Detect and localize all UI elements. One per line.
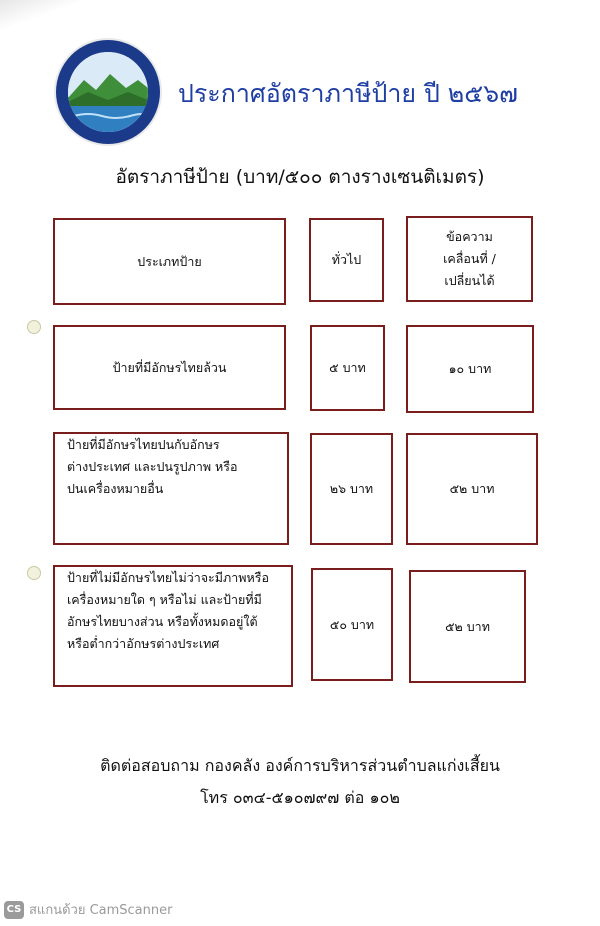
row-3-sign-type-line: ป้ายที่ไม่มีอักษรไทยไม่ว่าจะมีภาพหรือ xyxy=(67,570,269,585)
row-1-movable-rate-value: ๑๐ บาท xyxy=(448,361,492,377)
punch-hole xyxy=(27,320,41,334)
contact-phone: โทร ๐๓๔-๕๑๐๗๙๗ ต่อ ๑๐๒ xyxy=(200,788,400,807)
row-3-sign-type-line: เครื่องหมายใด ๆ หรือไม่ และป้ายที่มี xyxy=(67,591,262,607)
row-3-movable-rate xyxy=(409,570,526,683)
row-3-general-rate xyxy=(311,568,393,681)
header-sign-type xyxy=(53,218,286,305)
row-2-movable-rate xyxy=(406,433,538,545)
row-1-general-rate-value: ๕ บาท xyxy=(329,360,366,376)
row-3-sign-type xyxy=(53,565,293,687)
camscanner-icon: CS xyxy=(4,901,24,919)
row-1-sign-type-line: ป้ายที่มีอักษรไทยล้วน xyxy=(112,359,227,375)
organization-logo xyxy=(56,40,160,144)
row-2-sign-type xyxy=(53,432,289,545)
tax-rate-subtitle: อัตราภาษีป้าย (บาท/๕๐๐ ตางรางเซนติเมตร) xyxy=(115,166,485,188)
row-3-movable-rate-value: ๕๒ บาท xyxy=(445,618,490,634)
header-general xyxy=(309,218,384,302)
row-3-sign-type-line: หรือต่ำกว่าอักษรต่างประเทศ xyxy=(67,635,220,651)
contact-line-1: ติดต่อสอบถาม กองคลัง องค์การบริหารส่วนตำบลแก่งเสี้ยน xyxy=(100,756,500,775)
camscanner-watermark xyxy=(4,899,172,920)
row-1-sign-type xyxy=(53,325,286,410)
row-2-general-rate xyxy=(310,433,393,545)
header-movable-line: เคลื่อนที่ / xyxy=(443,251,496,267)
header-movable xyxy=(406,216,533,302)
row-2-sign-type-line: ต่างประเทศ และปนรูปภาพ หรือ xyxy=(67,458,238,474)
row-1-movable-rate xyxy=(406,325,534,413)
page-title: ประกาศอัตราภาษีป้าย ปี ๒๕๖๗ xyxy=(178,79,518,108)
header-sign-type-label: ประเภทป้าย xyxy=(137,253,202,269)
row-3-sign-type-line: อักษรไทยบางส่วน หรือทั้งหมดอยู่ใต้ xyxy=(67,613,258,629)
header-general-label: ทั่วไป xyxy=(331,252,362,268)
row-2-sign-type-line: ปนเครื่องหมายอื่น xyxy=(67,480,164,496)
row-2-sign-type-line: ป้ายที่มีอักษรไทยปนกับอักษร xyxy=(67,437,220,452)
row-2-movable-rate-value: ๕๒ บาท xyxy=(449,481,495,497)
row-1-general-rate xyxy=(310,325,385,411)
punch-hole xyxy=(27,566,41,580)
header-movable-line: ข้อความ xyxy=(446,229,493,245)
camscanner-text: สแกนด้วย CamScanner xyxy=(29,903,173,918)
row-3-general-rate-value: ๕๐ บาท xyxy=(329,616,375,632)
row-2-general-rate-value: ๒๖ บาท xyxy=(329,481,374,497)
header-movable-line: เปลี่ยนได้ xyxy=(444,272,495,288)
